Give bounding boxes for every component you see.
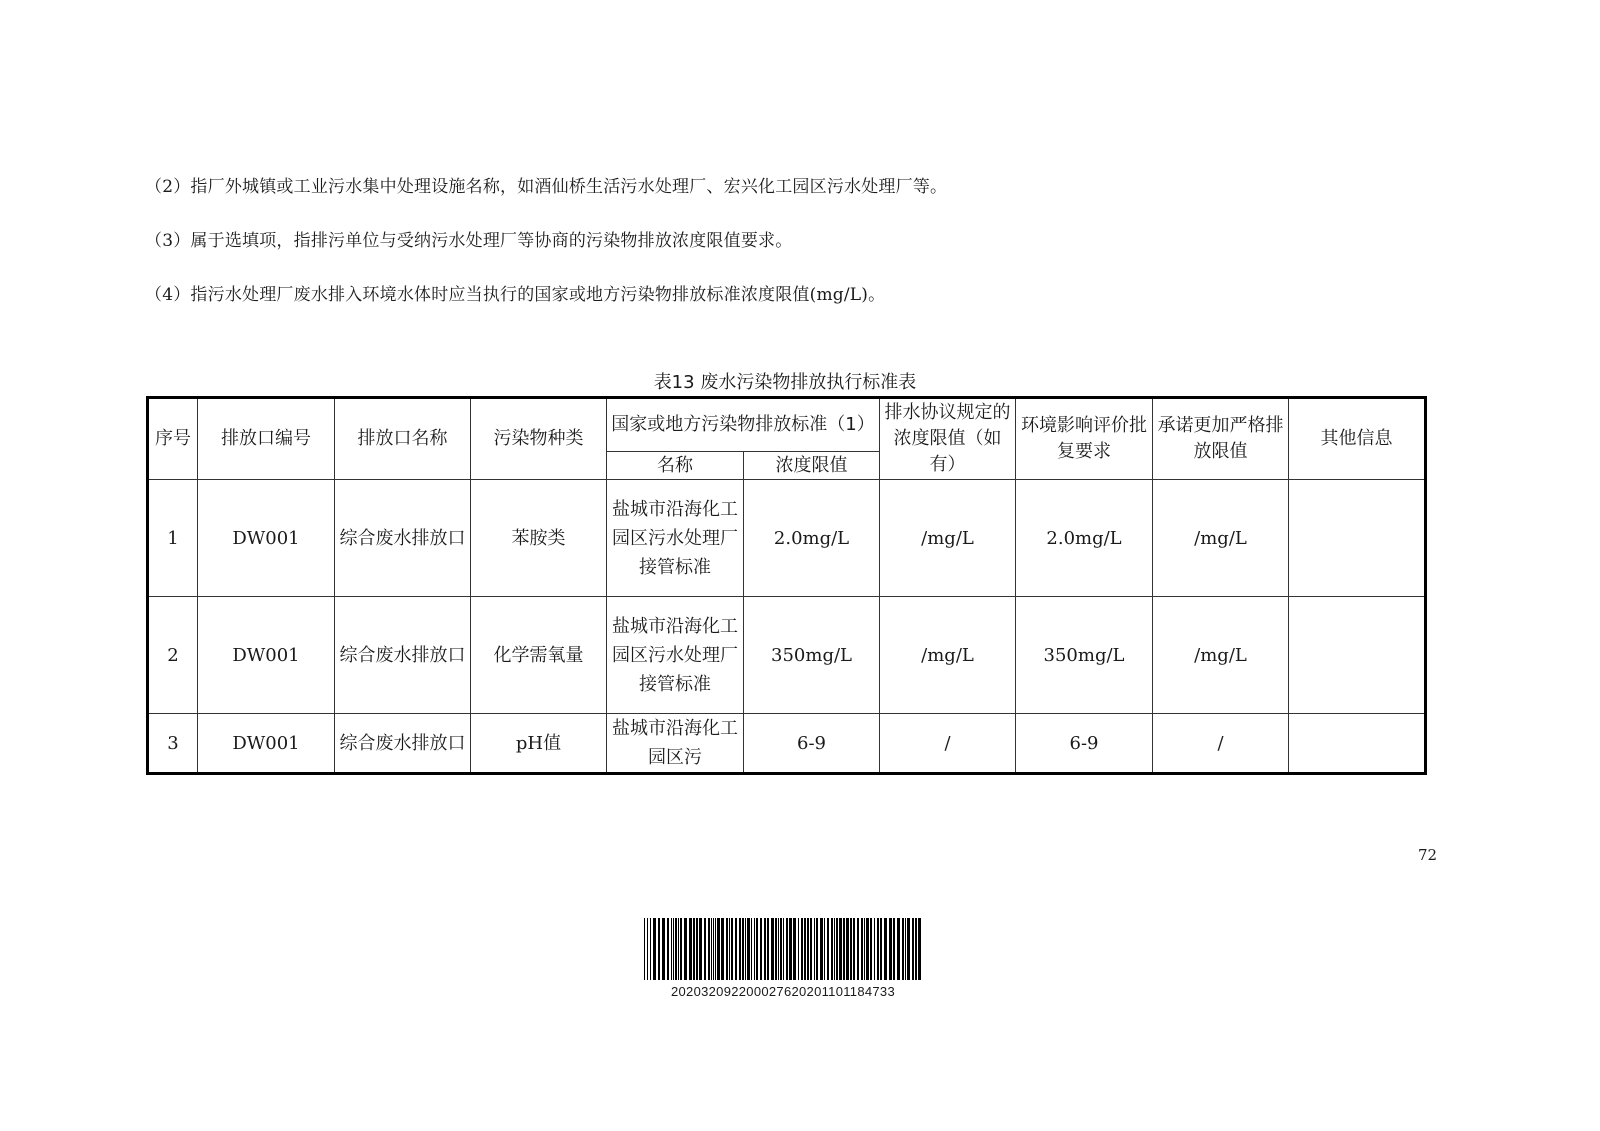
col-eia-header: 环境影响评价批复要求 [1016,398,1153,480]
barcode-bar [798,918,799,980]
col-other-header: 其他信息 [1289,398,1426,480]
page-number: 72 [1418,846,1438,864]
barcode-bar [877,918,879,980]
cell-pollutant: pH值 [471,714,607,774]
barcode-bar [644,918,645,980]
barcode-bar [864,918,865,980]
barcode-bar [680,918,682,980]
cell-eia: 350mg/L [1016,597,1153,714]
barcode-bar [866,918,869,980]
barcode-bar [662,918,665,980]
barcode-bar [836,918,838,980]
barcode-bar [667,918,669,980]
barcode-bar [699,918,702,980]
cell-outlet-name: 综合废水排放口 [335,480,471,597]
barcode-bar [717,918,720,980]
barcode-bar [889,918,892,980]
barcode-bar [857,918,859,980]
col-commitment-header: 承诺更加严格排放限值 [1153,398,1289,480]
barcode-bar [780,918,782,980]
col-pollutant-header: 污染物种类 [471,398,607,480]
cell-agreement: /mg/L [880,597,1016,714]
barcode-bar [905,918,906,980]
barcode-bar [693,918,695,980]
col-std-limit-header: 浓度限值 [744,452,880,480]
cell-seq: 1 [148,480,198,597]
barcode-bar [684,918,687,980]
cell-outlet-code: DW001 [198,480,335,597]
barcode-bar [715,918,716,980]
cell-outlet-name: 综合废水排放口 [335,714,471,774]
footnote-3: （3）属于选填项，指排污单位与受纳污水处理厂等协商的污染物排放浓度限值要求。 [145,231,793,251]
barcode-bar [653,918,656,980]
barcode-bar [814,918,815,980]
table-caption: 表13 废水污染物排放执行标准表 [653,372,917,393]
cell-commitment: /mg/L [1153,597,1289,714]
barcode-bar [884,918,887,980]
footnote-2: （2）指厂外城镇或工业污水集中处理设施名称，如酒仙桥生活污水处理厂、宏兴化工园区污水处理厂等。 [145,177,948,197]
cell-std-limit: 350mg/L [744,597,880,714]
barcode-bar [893,918,895,980]
cell-seq: 2 [148,597,198,714]
barcode-bar [713,918,714,980]
barcode-bar [756,918,758,980]
emission-standard-table [146,396,1427,775]
barcode-bar [902,918,904,980]
barcode-bar [897,918,900,980]
barcode-bar [739,918,741,980]
barcode-bar [673,918,674,980]
table-row [148,480,1426,597]
barcode-bar [786,918,788,980]
col-seq-header: 序号 [148,398,198,480]
cell-other [1289,597,1426,714]
barcode-bar [675,918,677,980]
barcode-bar [789,918,792,980]
barcode-bar [839,918,842,980]
barcode-bar [731,918,733,980]
cell-other [1289,714,1426,774]
col-std-name-header: 名称 [607,452,744,480]
barcode-bar [783,918,784,980]
barcode-bar [778,918,779,980]
barcode-bar [861,918,863,980]
barcode-bar [650,918,651,980]
barcode-bar [742,918,744,980]
cell-std-name: 盐城市沿海化工园区污 [607,714,744,774]
header-row [148,398,1426,452]
barcode-bar [708,918,710,980]
barcode-number: 20203209220002762020110118473​3 [671,984,895,999]
barcode-bar [843,918,845,980]
barcode-bar [696,918,698,980]
barcode-bar [831,918,833,980]
cell-pollutant: 苯胺类 [471,480,607,597]
barcode-bar [647,918,648,980]
footnote-4: （4）指污水处理厂废水排入环境水体时应当执行的国家或地方污染物排放标准浓度限值(mg/L)。 [145,285,886,305]
cell-other [1289,480,1426,597]
barcode-bar [846,918,849,980]
barcode-bar [810,918,812,980]
cell-agreement: / [880,714,1016,774]
barcode-bar [918,918,921,980]
barcode-bar [711,918,712,980]
barcode-bar [760,918,762,980]
barcode-bar [807,918,809,980]
barcode-bar [726,918,728,980]
barcode-bar [834,918,835,980]
barcode-bar [874,918,875,980]
barcode-bar [915,918,917,980]
barcode-bar [853,918,855,980]
barcode-bar [747,918,750,980]
barcode-bar [827,918,829,980]
barcode-bar [767,918,769,980]
barcode-bar [735,918,737,980]
barcode-bar [721,918,724,980]
barcode-bar [801,918,803,980]
barcode-image [643,918,923,980]
barcode-bar [751,918,752,980]
barcode-bar [912,918,914,980]
cell-seq: 3 [148,714,198,774]
cell-std-limit: 2.0mg/L [744,480,880,597]
table-row [148,714,1426,774]
barcode-bar [658,918,660,980]
barcode-bar [850,918,852,980]
barcode-bar [771,918,774,980]
cell-commitment: /mg/L [1153,480,1289,597]
barcode-bar [775,918,777,980]
barcode-bar [804,918,806,980]
barcode-bar [820,918,823,980]
barcode-bar [678,918,679,980]
cell-eia: 2.0mg/L [1016,480,1153,597]
barcode-bar [764,918,766,980]
barcode-bar [754,918,755,980]
cell-eia: 6-9 [1016,714,1153,774]
cell-outlet-name: 综合废水排放口 [335,597,471,714]
barcode-bar [671,918,672,980]
cell-commitment: / [1153,714,1289,774]
barcode-bar [704,918,706,980]
cell-outlet-code: DW001 [198,597,335,714]
col-agreement-header: 排水协议规定的浓度限值（如有） [880,398,1016,480]
barcode-bar [824,918,825,980]
cell-pollutant: 化学需氧量 [471,597,607,714]
barcode-bar [793,918,796,980]
barcode-bar [907,918,910,980]
barcode-bar [880,918,882,980]
col-national-std-header: 国家或地方污染物排放标准（1） [607,398,880,452]
cell-std-limit: 6-9 [744,714,880,774]
barcode-bar [745,918,746,980]
cell-std-name: 盐城市沿海化工园区污水处理厂接管标准 [607,597,744,714]
cell-agreement: /mg/L [880,480,1016,597]
barcode-bar [816,918,818,980]
table-row [148,597,1426,714]
barcode-bar [689,918,692,980]
col-outlet-name-header: 排放口名称 [335,398,471,480]
cell-outlet-code: DW001 [198,714,335,774]
barcode-bar [729,918,730,980]
barcode-bar [870,918,872,980]
col-outlet-code-header: 排放口编号 [198,398,335,480]
cell-std-name: 盐城市沿海化工园区污水处理厂接管标准 [607,480,744,597]
